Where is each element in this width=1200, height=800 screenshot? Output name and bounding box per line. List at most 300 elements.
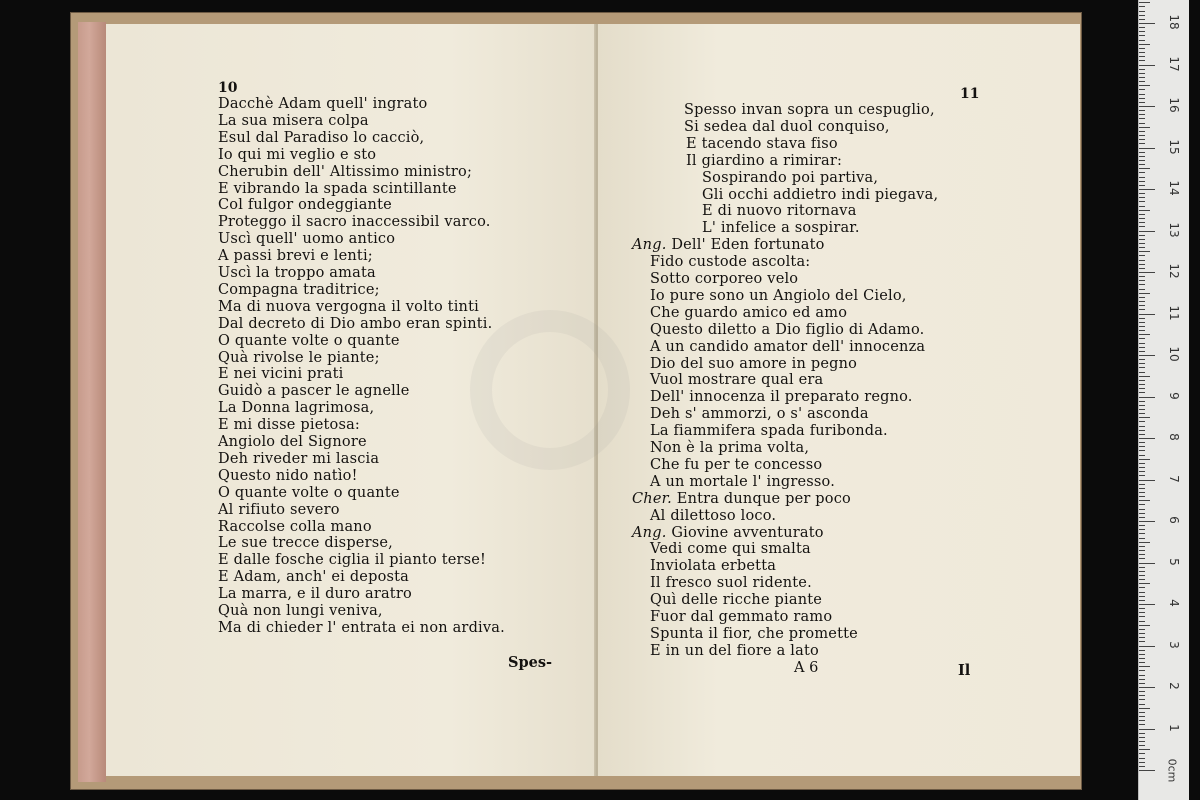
verse-text: Vuol mostrare qual era [650, 372, 824, 389]
verse-text: Fido custode ascolta: [650, 254, 811, 271]
ruler-tick [1139, 81, 1145, 82]
ruler-tick [1139, 488, 1145, 489]
verse-line [650, 288, 907, 305]
ruler-number: 1 [1167, 723, 1181, 732]
ruler-tick [1139, 496, 1145, 497]
verse-line [650, 372, 823, 389]
ruler-tick [1139, 201, 1145, 202]
verse-text: Entra dunque per poco [676, 490, 851, 507]
ruler-tick [1139, 670, 1145, 671]
ruler-tick [1139, 480, 1155, 481]
ruler-tick [1139, 338, 1145, 339]
speaker-label: Ang. [632, 524, 667, 541]
verse-line: E Adam, anch' ei deposta [218, 569, 410, 586]
ruler-tick [1139, 563, 1155, 564]
verse-line: Questo nido natìo! [218, 467, 358, 484]
verse-line [650, 271, 798, 288]
ruler-tick [1139, 60, 1145, 61]
ruler-number: 8 [1167, 433, 1181, 441]
ruler-tick [1139, 73, 1145, 74]
ruler-tick [1139, 529, 1145, 530]
verse-line [650, 356, 857, 373]
verse-line [650, 339, 925, 356]
ruler-tick [1139, 247, 1145, 248]
ruler-tick [1139, 255, 1145, 256]
ruler-number: 2 [1167, 682, 1181, 690]
ruler-tick [1139, 347, 1145, 348]
ruler-tick [1139, 284, 1145, 285]
verse-line: E vibrando la spada scintillante [218, 180, 457, 197]
verse-line [650, 508, 776, 525]
verse-line: Cherubin dell' Altissimo ministro; [218, 163, 473, 180]
ruler-tick [1139, 343, 1145, 344]
ruler-tick [1139, 450, 1145, 451]
verse-line: Uscì quell' uomo antico [218, 231, 396, 248]
verse-text: Dell' Eden fortunato [671, 237, 825, 254]
verse-line: Col fulgor ondeggiante [218, 197, 392, 214]
ruler-tick [1139, 621, 1145, 622]
verse-text: Il fresco suol ridente. [650, 575, 812, 592]
speaker-label: Cher. [632, 490, 672, 507]
ruler-tick [1139, 231, 1155, 232]
verse-line: Proteggo il sacro inaccessibil varco. [218, 214, 491, 231]
ruler-tick [1139, 118, 1145, 119]
ruler-tick [1139, 413, 1145, 414]
ruler-tick [1139, 575, 1145, 576]
verse-text: Che fu per te concesso [650, 456, 823, 473]
ruler-tick [1139, 280, 1145, 281]
ruler-tick [1139, 695, 1145, 696]
verse-line [632, 237, 825, 254]
verse-text: Dio del suo amore in pegno [650, 355, 858, 372]
ruler-tick [1139, 376, 1150, 377]
ruler-tick [1139, 160, 1145, 161]
verse-line: Uscì la troppo amata [218, 265, 376, 281]
verse-text: A un candido amator dell' innocenza [650, 338, 926, 355]
verse-line [650, 423, 888, 440]
ruler-tick [1139, 442, 1145, 443]
ruler-number: 15 [1167, 138, 1181, 155]
verse-text: Sotto corporeo velo [650, 271, 799, 287]
verse-line [650, 474, 835, 491]
ruler-number: 11 [1167, 304, 1181, 321]
ruler-tick [1139, 135, 1145, 136]
ruler-tick [1139, 243, 1145, 244]
ruler-tick [1139, 44, 1150, 45]
ruler-tick [1139, 770, 1155, 771]
ruler-tick [1139, 56, 1145, 57]
verse-line: Deh riveder mi lascia [218, 450, 380, 467]
ruler-tick [1139, 123, 1145, 124]
ruler-tick [1139, 463, 1145, 464]
ruler-tick [1139, 405, 1145, 406]
ruler-tick [1139, 40, 1145, 41]
ruler-tick [1139, 89, 1145, 90]
verse-line [650, 406, 869, 423]
ruler-tick [1139, 218, 1145, 219]
ruler-tick [1139, 322, 1145, 323]
ruler-tick [1139, 500, 1150, 501]
verse-text: A un mortale l' ingresso. [650, 473, 836, 490]
verse-line [650, 322, 924, 339]
ruler-tick [1139, 359, 1145, 360]
verse-line: Esul dal Paradiso lo cacciò, [218, 129, 425, 146]
ruler-tick [1139, 156, 1145, 157]
ruler-tick [1139, 434, 1145, 435]
verse-text: E tacendo stava fiso [686, 135, 838, 152]
ruler-tick [1139, 52, 1145, 53]
verse-line: E nei vicini prati [218, 366, 344, 383]
ruler-number: 7 [1167, 474, 1181, 483]
ruler-tick [1139, 239, 1145, 240]
verse-line [702, 220, 860, 237]
ruler-number: 12 [1167, 263, 1181, 279]
ruler-tick [1139, 733, 1145, 734]
ruler-tick [1139, 417, 1150, 418]
verse-line [686, 136, 838, 153]
ruler-tick [1139, 629, 1145, 630]
verse-text: Inviolata erbetta [650, 558, 777, 575]
ruler-tick [1139, 152, 1145, 153]
ruler-tick [1139, 94, 1145, 95]
ruler-tick [1139, 334, 1150, 335]
left-catchword: Spes- [508, 654, 553, 671]
ruler-tick [1139, 592, 1145, 593]
ruler-tick [1139, 318, 1145, 319]
verse-line [684, 102, 935, 119]
ruler-tick [1139, 363, 1145, 364]
ruler-tick [1139, 355, 1155, 356]
ruler-tick [1139, 289, 1145, 290]
ruler-tick [1139, 558, 1145, 559]
verse-line [650, 457, 822, 474]
verse-line: Dal decreto di Dio ambo eran spinti. [218, 315, 493, 332]
ruler-tick [1139, 720, 1145, 721]
verse-line: Quà rivolse le piante; [218, 349, 380, 366]
ruler-tick [1139, 102, 1145, 103]
ruler-tick [1139, 392, 1145, 393]
verse-line: Dacchè Adam quell' ingrato [218, 96, 428, 112]
ruler-tick [1139, 546, 1145, 547]
ruler-tick [1139, 351, 1145, 352]
ruler-tick [1139, 708, 1150, 709]
verse-line: La Donna lagrimosa, [218, 400, 375, 417]
ruler-tick [1139, 114, 1145, 115]
ruler-tick [1139, 397, 1155, 398]
ruler-tick [1139, 484, 1145, 485]
ruler-tick [1139, 189, 1155, 190]
ruler-tick [1139, 35, 1145, 36]
ruler-tick [1139, 683, 1145, 684]
ruler-number: 17 [1167, 55, 1181, 72]
verse-line [650, 592, 822, 609]
ruler-tick [1139, 712, 1145, 713]
ruler-tick [1139, 567, 1145, 568]
ruler-tick [1139, 276, 1145, 277]
ruler-tick [1139, 596, 1145, 597]
ruler-tick [1139, 301, 1145, 302]
ruler-tick [1139, 69, 1145, 70]
ruler-tick [1139, 106, 1155, 107]
measuring-ruler [1138, 0, 1189, 800]
ruler-tick [1139, 77, 1145, 78]
ruler-tick [1139, 421, 1145, 422]
ruler-tick [1139, 729, 1155, 730]
ruler-tick [1139, 675, 1145, 676]
ruler-tick [1139, 625, 1150, 626]
verse-line [686, 153, 842, 170]
ruler-tick [1139, 193, 1145, 194]
ruler-tick [1139, 2, 1150, 3]
ruler-tick [1139, 268, 1145, 269]
ruler-tick [1139, 749, 1150, 750]
ruler-tick [1139, 513, 1145, 514]
ruler-tick [1139, 226, 1145, 227]
ruler-number: 9 [1167, 391, 1181, 400]
ruler-tick [1139, 384, 1145, 385]
ruler-tick [1139, 11, 1145, 12]
ruler-tick [1139, 579, 1145, 580]
verse-text: Gli occhi addietro indi piegava, [702, 186, 939, 203]
ruler-number: 13 [1167, 221, 1181, 238]
verse-line [650, 609, 832, 626]
ruler-number: 18 [1167, 14, 1181, 30]
ruler-tick [1139, 65, 1155, 66]
ruler-tick [1139, 475, 1145, 476]
ruler-tick [1139, 110, 1145, 111]
right-page-number: 11 [960, 86, 980, 102]
verse-text: Spunta il fior, che promette [650, 625, 858, 642]
verse-line: O quante volte o quante [218, 484, 400, 501]
verse-line [702, 203, 857, 220]
verse-line [650, 440, 809, 457]
ruler-tick [1139, 517, 1145, 518]
verse-line: Guidò a pascer le agnelle [218, 383, 410, 400]
ruler-tick [1139, 127, 1150, 128]
verse-line [650, 305, 847, 322]
verse-text: Deh s' ammorzi, o s' asconda [650, 406, 869, 423]
ruler-tick [1139, 753, 1145, 754]
ruler-tick [1139, 538, 1145, 539]
ruler-number: 16 [1167, 97, 1181, 113]
ruler-tick [1139, 293, 1150, 294]
ruler-tick [1139, 691, 1145, 692]
ruler-tick [1139, 550, 1145, 551]
ruler-tick [1139, 305, 1145, 306]
verse-line: Quà non lungi veniva, [218, 603, 383, 619]
ruler-tick [1139, 48, 1145, 49]
ruler-tick [1139, 542, 1150, 543]
verse-line: E dalle fosche ciglia il pianto terse! [218, 552, 487, 569]
speaker-label: Ang. [632, 237, 667, 254]
ruler-tick [1139, 646, 1155, 647]
ruler-tick [1139, 699, 1145, 700]
ruler-tick [1139, 251, 1150, 252]
ruler-tick [1139, 604, 1155, 605]
ruler-tick [1139, 139, 1145, 140]
ruler-tick [1139, 571, 1145, 572]
verse-text: Io pure sono un Angiolo del Cielo, [650, 287, 907, 304]
ruler-tick [1139, 409, 1145, 410]
verse-line: Le sue trecce disperse, [218, 535, 393, 552]
ruler-tick [1139, 31, 1145, 32]
ruler-number: 5 [1167, 557, 1181, 566]
ruler-tick [1139, 309, 1145, 310]
ruler-tick [1139, 206, 1145, 207]
verse-line: Ma di chieder l' entrata ei non ardiva. [218, 619, 505, 636]
ruler-number: 14 [1167, 180, 1181, 196]
ruler-tick [1139, 388, 1145, 389]
ruler-tick [1139, 23, 1155, 24]
ruler-tick [1139, 641, 1145, 642]
ruler-tick [1139, 533, 1145, 534]
verse-line [702, 187, 938, 204]
verse-text: E in un del fiore a lato [650, 642, 819, 659]
ruler-tick [1139, 741, 1145, 742]
ruler-tick [1139, 521, 1155, 522]
verse-text: Questo diletto a Dio figlio di Adamo. [650, 321, 925, 338]
verse-line [650, 254, 810, 271]
ruler-tick [1139, 326, 1145, 327]
verse-line [684, 119, 890, 136]
ruler-tick [1139, 471, 1145, 472]
ruler-tick [1139, 181, 1145, 182]
verse-text: L' infelice a sospirar. [702, 220, 860, 237]
left-page-number: 10 [218, 80, 238, 96]
ruler-tick [1139, 372, 1145, 373]
ruler-tick [1139, 716, 1145, 717]
ruler-tick [1139, 492, 1145, 493]
verse-text: Giovine avventurato [671, 524, 824, 541]
ruler-tick [1139, 724, 1145, 725]
ruler-tick [1139, 297, 1145, 298]
verse-text: La fiammifera spada furibonda. [650, 423, 888, 440]
verse-text: Che guardo amico ed amo [650, 304, 848, 321]
ruler-tick [1139, 98, 1145, 99]
ruler-tick [1139, 633, 1145, 634]
verse-line [632, 491, 851, 508]
ruler-tick [1139, 210, 1150, 211]
verse-line [632, 525, 824, 542]
verse-line: Io qui mi veglio e sto [218, 146, 377, 163]
ruler-tick [1139, 27, 1145, 28]
ruler-tick [1139, 264, 1145, 265]
ruler-tick [1139, 164, 1145, 165]
ruler-tick [1139, 426, 1145, 427]
ruler-tick [1139, 608, 1145, 609]
ruler-tick [1139, 612, 1145, 613]
verse-line [650, 389, 913, 406]
ruler-tick [1139, 662, 1145, 663]
verse-text: Al dilettoso loco. [650, 507, 777, 524]
ruler-tick [1139, 438, 1155, 439]
ruler-tick [1139, 430, 1145, 431]
verse-text: Vedi come qui smalta [650, 541, 811, 558]
cover-edge [78, 22, 106, 782]
ruler-tick [1139, 654, 1145, 655]
ruler-tick [1139, 583, 1150, 584]
ruler-tick [1139, 85, 1150, 86]
ruler-tick [1139, 459, 1150, 460]
ruler-tick [1139, 587, 1145, 588]
ruler-number: 6 [1167, 516, 1181, 524]
ruler-number: 10 [1167, 346, 1181, 362]
ruler-tick [1139, 197, 1145, 198]
ruler-tick [1139, 745, 1145, 746]
verse-text: Quì delle ricche piante [650, 592, 823, 609]
verse-line: Ma di nuova vergogna il volto tinti [218, 298, 479, 315]
ruler-tick [1139, 637, 1145, 638]
verse-text: Spesso invan sopra un cespuglio, [684, 102, 935, 118]
ruler-tick [1139, 168, 1150, 169]
ruler-tick [1139, 380, 1145, 381]
ruler-tick [1139, 143, 1145, 144]
ruler-tick [1139, 330, 1145, 331]
ruler-tick [1139, 704, 1145, 705]
verse-text: Fuor dal gemmato ramo [650, 609, 833, 625]
watermark-logo [470, 310, 630, 470]
ruler-tick [1139, 762, 1145, 763]
ruler-tick [1139, 658, 1145, 659]
verse-text: Dell' innocenza il preparato regno. [650, 389, 913, 406]
ruler-tick [1139, 737, 1145, 738]
verse-text: Sospirando poi partiva, [702, 169, 879, 186]
verse-line [650, 626, 858, 643]
verse-line: Angiolo del Signore [218, 434, 367, 450]
verse-text: Non è la prima volta, [650, 440, 810, 456]
verse-line [650, 575, 812, 592]
ruler-tick [1139, 260, 1145, 261]
ruler-tick [1139, 525, 1145, 526]
verse-line: Compagna traditrice; [218, 281, 380, 298]
verse-line [650, 558, 776, 575]
ruler-number: 3 [1167, 640, 1181, 649]
ruler-tick [1139, 679, 1145, 680]
ruler-tick [1139, 509, 1145, 510]
ruler-tick [1139, 446, 1145, 447]
right-signature-mark: A 6 [794, 660, 819, 676]
ruler-tick [1139, 222, 1145, 223]
verse-line: Raccolse colla mano [218, 518, 372, 535]
ruler-tick [1139, 367, 1145, 368]
verse-text: E di nuovo ritornava [702, 203, 857, 220]
ruler-tick [1139, 6, 1145, 7]
verse-line: E mi disse pietosa: [218, 417, 361, 434]
right-page [598, 24, 1080, 776]
ruler-tick [1139, 314, 1155, 315]
ruler-tick [1139, 172, 1145, 173]
verse-line [650, 541, 811, 558]
right-catchword: Il [958, 662, 971, 679]
ruler-tick [1139, 148, 1155, 149]
ruler-tick [1139, 15, 1145, 16]
ruler-tick [1139, 600, 1145, 601]
ruler-tick [1139, 19, 1145, 20]
verse-text: Si sedea dal duol conquiso, [684, 118, 890, 135]
ruler-tick [1139, 616, 1145, 617]
ruler-tick [1139, 455, 1145, 456]
ruler-tick [1139, 235, 1145, 236]
ruler-tick [1139, 766, 1145, 767]
ruler-tick [1139, 185, 1145, 186]
verse-line: Al rifiuto severo [218, 501, 340, 518]
verse-text: Il giardino a rimirar: [686, 152, 843, 169]
ruler-tick [1139, 650, 1145, 651]
ruler-tick [1139, 687, 1155, 688]
ruler-tick [1139, 177, 1145, 178]
ruler-tick [1139, 758, 1145, 759]
verse-line: La sua misera colpa [218, 112, 369, 129]
